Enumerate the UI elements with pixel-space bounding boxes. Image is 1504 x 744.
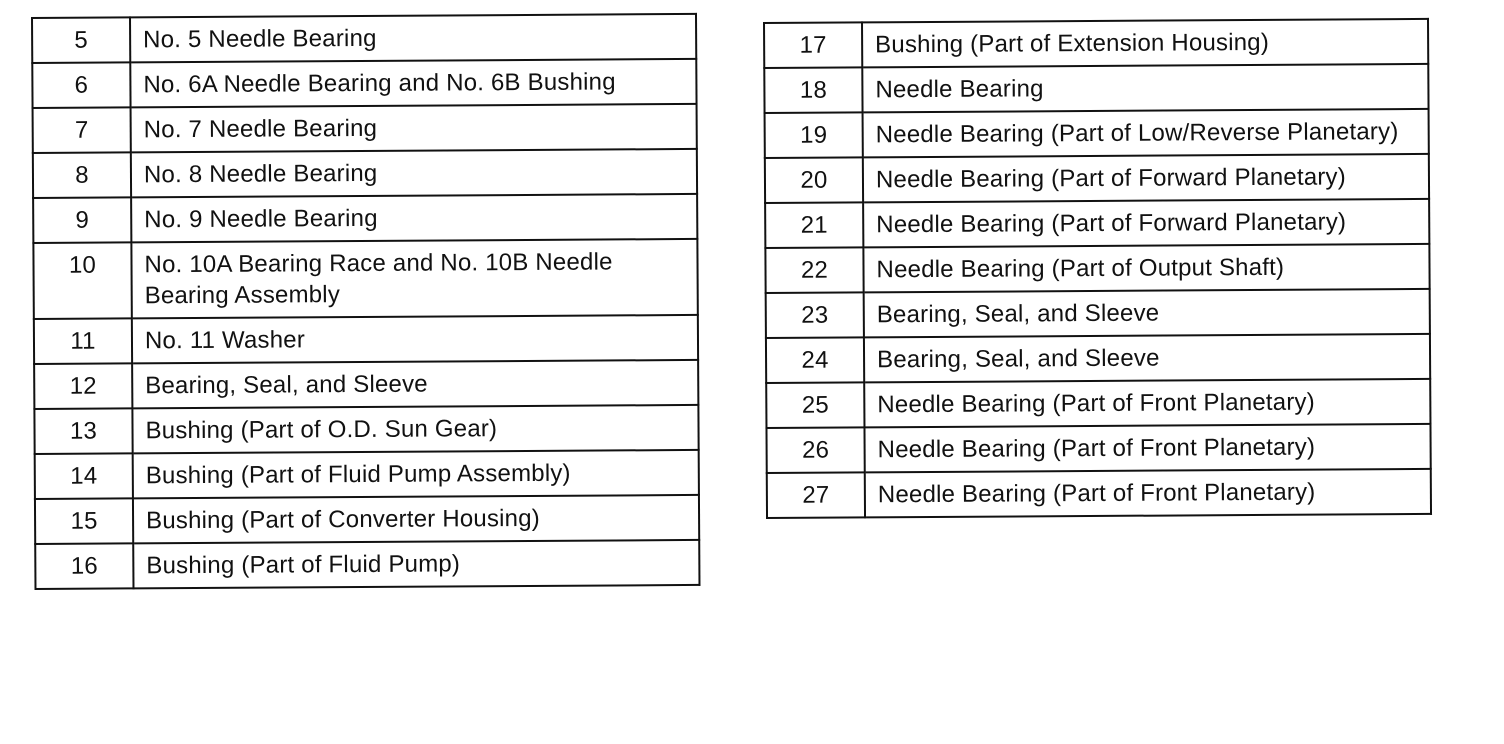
table-row [767, 469, 1431, 518]
table-row [33, 149, 697, 198]
item-number: 20 [765, 157, 863, 203]
item-number: 15 [35, 498, 133, 544]
item-description: Needle Bearing (Part of Forward Planetary) [863, 154, 1429, 202]
table-row [765, 109, 1429, 158]
table-row [32, 14, 696, 63]
item-description: Needle Bearing (Part of Forward Planetary) [863, 199, 1429, 247]
table-row [765, 154, 1429, 203]
item-number: 23 [766, 292, 864, 338]
item-description: No. 10A Bearing Race and No. 10B Needle Bearing Assembly [131, 239, 697, 318]
table-row [764, 19, 1428, 68]
table-row [766, 334, 1430, 383]
table-row [33, 239, 697, 319]
table-row [32, 59, 696, 108]
item-number: 26 [766, 427, 864, 473]
item-number: 6 [32, 62, 130, 108]
table-row [766, 379, 1430, 428]
item-description: No. 5 Needle Bearing [130, 14, 696, 62]
table-row [33, 104, 697, 153]
item-description: Bearing, Seal, and Sleeve [864, 334, 1430, 382]
item-number: 8 [33, 152, 131, 198]
item-number: 14 [35, 453, 133, 499]
table-row [765, 244, 1429, 293]
item-description: No. 8 Needle Bearing [131, 149, 697, 197]
item-description: Bearing, Seal, and Sleeve [132, 360, 698, 408]
table-row [34, 315, 698, 364]
item-description: Needle Bearing (Part of Output Shaft) [863, 244, 1429, 292]
table-row [35, 450, 699, 499]
item-number: 17 [764, 22, 862, 68]
item-description: No. 6A Needle Bearing and No. 6B Bushing [130, 59, 696, 107]
item-description: Needle Bearing [862, 64, 1428, 112]
item-number: 12 [34, 363, 132, 409]
table-row [766, 424, 1430, 473]
item-description: Needle Bearing (Part of Front Planetary) [865, 469, 1431, 517]
table-row [35, 495, 699, 544]
table-row [35, 540, 699, 589]
item-number: 21 [765, 202, 863, 248]
item-number: 24 [766, 337, 864, 383]
table-row [765, 199, 1429, 248]
table-row [764, 64, 1428, 113]
item-number: 13 [34, 408, 132, 454]
item-description: Bushing (Part of Extension Housing) [862, 19, 1428, 67]
item-description: Bushing (Part of O.D. Sun Gear) [132, 405, 698, 453]
item-description: Bushing (Part of Fluid Pump) [133, 540, 699, 588]
item-description: No. 7 Needle Bearing [131, 104, 697, 152]
item-description: Needle Bearing (Part of Front Planetary) [864, 424, 1430, 472]
table-row [766, 289, 1430, 338]
item-number: 25 [766, 382, 864, 428]
item-number: 22 [765, 247, 863, 293]
item-number: 9 [33, 197, 131, 243]
item-description: No. 11 Washer [132, 315, 698, 363]
table-row [33, 194, 697, 243]
item-description: Bushing (Part of Converter Housing) [133, 495, 699, 543]
item-description: No. 9 Needle Bearing [131, 194, 697, 242]
parts-legend-table-right [763, 18, 1432, 519]
table-row [34, 360, 698, 409]
item-description: Needle Bearing (Part of Front Planetary) [864, 379, 1430, 427]
item-number: 7 [33, 107, 131, 153]
parts-legend-table-left [31, 13, 700, 590]
item-description: Bushing (Part of Fluid Pump Assembly) [133, 450, 699, 498]
item-description: Needle Bearing (Part of Low/Reverse Planetary) [863, 109, 1429, 157]
item-number: 11 [34, 318, 132, 364]
item-number: 5 [32, 17, 130, 63]
table-row [34, 405, 698, 454]
item-number: 18 [764, 67, 862, 113]
item-number: 27 [767, 472, 865, 518]
item-description: Bearing, Seal, and Sleeve [864, 289, 1430, 337]
item-number: 10 [33, 242, 131, 319]
item-number: 19 [765, 112, 863, 158]
item-number: 16 [35, 543, 133, 589]
